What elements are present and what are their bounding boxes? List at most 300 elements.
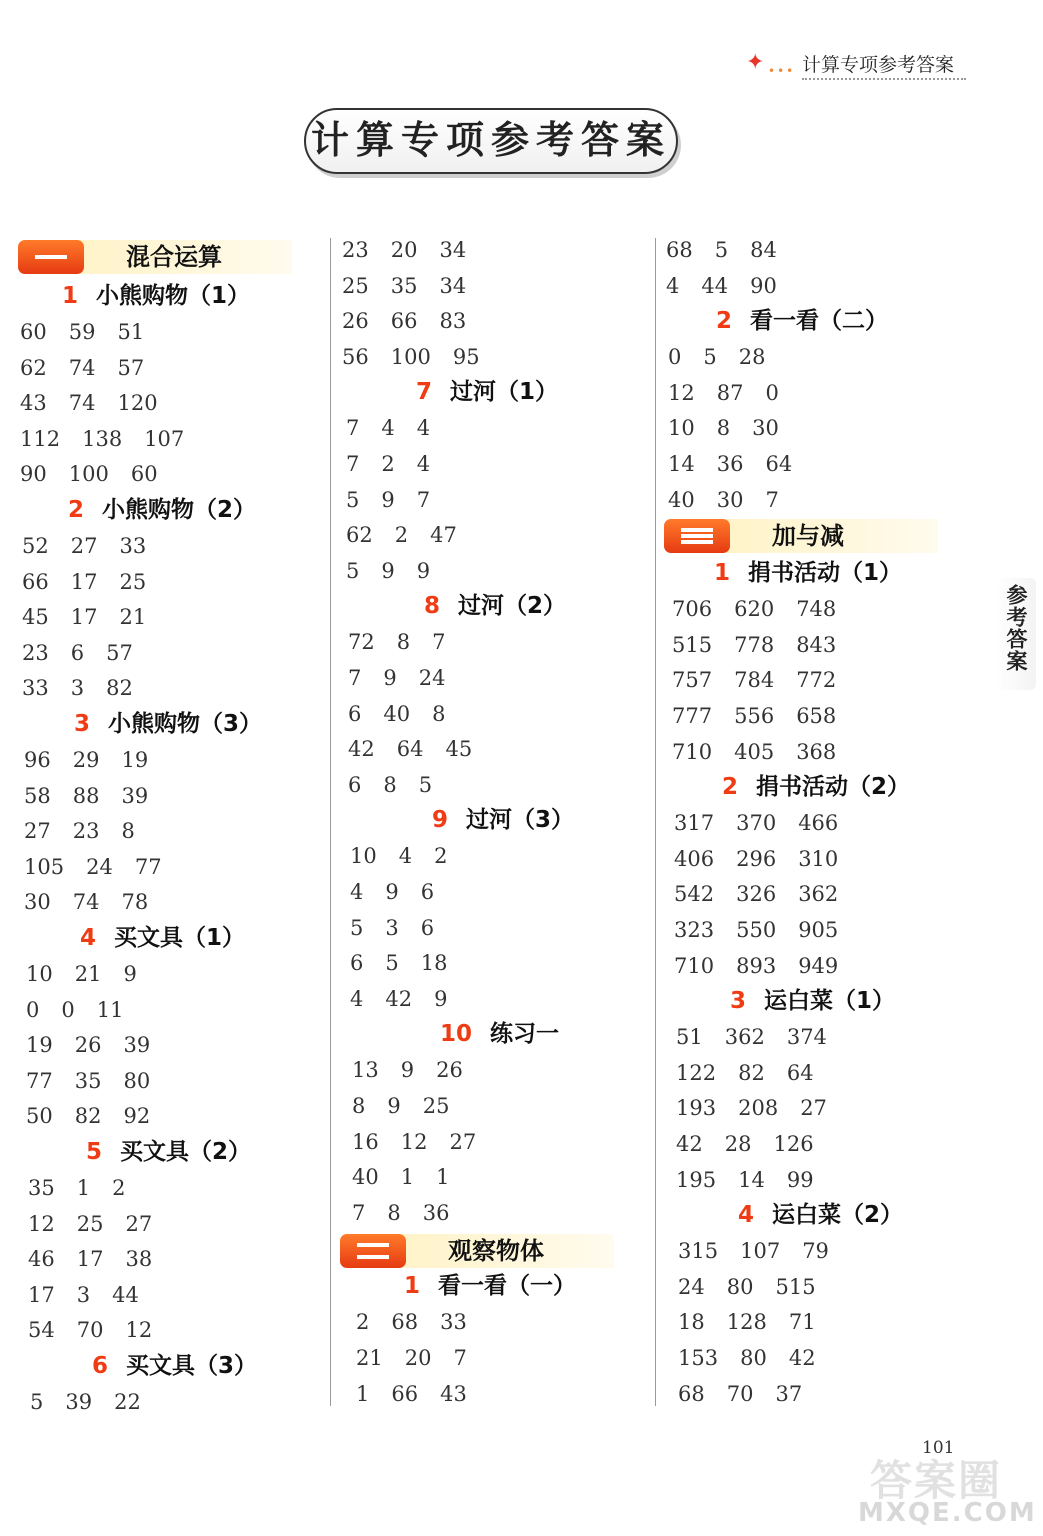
answer-row [18, 385, 180, 421]
answer-value: 10 [26, 962, 53, 986]
answer-value: 10 [350, 844, 377, 869]
answer-row [340, 1376, 489, 1412]
answer-value: 25 [422, 1094, 450, 1118]
answer-value: 6 [420, 915, 435, 940]
section-title: 捐书活动（2） [756, 774, 911, 801]
answer-value: 33 [440, 1310, 467, 1335]
answer-row [18, 314, 166, 350]
answer-row [18, 1063, 172, 1099]
answer-row [664, 912, 860, 948]
answer-value: 39 [65, 1390, 93, 1414]
answer-row [664, 1269, 838, 1305]
answer-row [18, 884, 170, 920]
answer-value: 21 [119, 605, 147, 630]
answer-value: 7 [352, 1200, 366, 1225]
answer-row [18, 635, 155, 671]
answer-value: 66 [22, 569, 49, 594]
answer-row [340, 838, 469, 874]
answer-value: 21 [74, 962, 102, 986]
header-tag-text: 计算专项参考答案 [802, 54, 955, 76]
answer-value: 7 [346, 416, 360, 441]
answer-value: 80 [123, 1068, 151, 1093]
answer-value: 905 [798, 918, 839, 942]
answer-value: 5 [703, 345, 717, 370]
answer-value: 4 [666, 273, 680, 298]
answer-value: 47 [430, 523, 457, 548]
answer-value: 43 [440, 1381, 467, 1406]
answer-value: 772 [796, 668, 837, 693]
answer-row [18, 778, 170, 814]
answer-value: 710 [672, 739, 713, 764]
answer-value: 90 [750, 273, 777, 298]
answer-value: 5 [714, 238, 729, 262]
unit-number-badge [18, 240, 84, 274]
answer-row [664, 1090, 849, 1126]
answer-value: 14 [738, 1167, 765, 1192]
answer-value: 112 [20, 426, 61, 451]
answer-value: 368 [796, 739, 837, 764]
answer-value: 515 [775, 1274, 816, 1299]
answer-value: 26 [436, 1058, 463, 1083]
answer-value: 29 [72, 748, 100, 772]
answer-row [664, 627, 858, 663]
answer-value: 12 [668, 380, 695, 405]
section-heading [18, 1134, 251, 1170]
answer-value: 126 [773, 1132, 814, 1156]
answer-value: 4 [398, 844, 413, 869]
answer-value: 3 [76, 1282, 91, 1307]
answer-value: 17 [76, 1247, 104, 1272]
answer-value: 74 [72, 890, 100, 915]
answer-value: 8 [716, 416, 731, 441]
section-number: 10 [440, 1021, 473, 1048]
section-heading [340, 1016, 559, 1052]
answer-value: 777 [672, 704, 713, 728]
section-heading [664, 1197, 903, 1233]
answer-row [664, 591, 858, 627]
answer-value: 2 [394, 523, 409, 548]
answer-value: 9 [123, 962, 137, 986]
answer-value: 9 [381, 487, 395, 512]
answer-value: 5 [385, 951, 399, 976]
answer-value: 466 [798, 811, 839, 836]
answer-row [340, 517, 479, 553]
answer-value: 68 [391, 1310, 419, 1335]
answer-value: 25 [119, 569, 147, 594]
answer-value: 195 [676, 1167, 717, 1192]
answer-row [18, 670, 155, 706]
answer-row [664, 841, 860, 877]
answer-value: 12 [125, 1318, 153, 1343]
answer-value: 14 [668, 452, 695, 476]
answer-value: 12 [400, 1129, 428, 1154]
answer-row [664, 1304, 838, 1340]
section-heading [18, 492, 256, 528]
answer-value: 58 [24, 783, 51, 808]
section-number: 5 [86, 1139, 103, 1165]
answer-value: 54 [28, 1318, 55, 1343]
answer-value: 620 [734, 597, 775, 622]
answer-value: 23 [22, 640, 49, 665]
answer-value: 107 [144, 426, 185, 451]
answer-value: 70 [76, 1318, 104, 1343]
dots-decoration: ••• [768, 64, 796, 78]
answer-row [18, 1241, 174, 1277]
answer-value: 5 [418, 772, 433, 797]
section-heading [18, 1348, 257, 1384]
answer-value: 706 [672, 597, 713, 622]
answer-value: 34 [439, 273, 467, 298]
answer-value: 30 [716, 487, 744, 512]
answer-row [664, 410, 801, 446]
answer-value: 9 [381, 558, 395, 583]
unit-title: 加与减 [726, 519, 938, 553]
answer-value: 11 [96, 997, 124, 1022]
section-number: 2 [722, 774, 739, 801]
answer-row [340, 1195, 471, 1231]
answer-value: 43 [20, 391, 47, 416]
answer-value: 18 [678, 1310, 705, 1335]
column-divider [330, 238, 331, 1406]
answer-value: 26 [342, 309, 369, 334]
section-title: 买文具（1） [114, 925, 246, 951]
answer-column-2 [340, 230, 650, 1410]
answer-value: 1 [436, 1165, 450, 1190]
answer-value: 362 [798, 882, 839, 907]
answer-value: 33 [119, 534, 147, 558]
answer-value: 21 [356, 1346, 383, 1370]
watermark-logo [850, 1448, 1040, 1532]
answer-value: 78 [121, 890, 149, 915]
answer-value: 74 [68, 391, 96, 416]
answer-value: 2 [434, 844, 448, 869]
answer-value: 8 [396, 630, 411, 655]
answer-value: 6 [348, 701, 362, 726]
section-title: 小熊购物（1） [96, 283, 251, 309]
answer-value: 20 [404, 1346, 432, 1370]
answer-value: 6 [348, 772, 362, 797]
answer-row [664, 876, 860, 912]
answer-row [340, 1304, 489, 1340]
section-title: 看一看（一） [438, 1273, 577, 1300]
answer-value: 36 [716, 452, 744, 476]
section-number: 6 [92, 1353, 109, 1379]
answer-value: 39 [123, 1033, 151, 1058]
section-heading [664, 769, 910, 805]
answer-value: 8 [352, 1094, 366, 1118]
answer-value: 315 [678, 1239, 719, 1264]
answer-value: 74 [68, 355, 96, 380]
answer-row [18, 599, 168, 635]
answer-value: 57 [117, 355, 145, 380]
answer-value: 193 [676, 1096, 717, 1121]
section-title: 看一看（二） [750, 308, 889, 335]
section-number: 1 [62, 283, 79, 309]
section-heading [340, 588, 566, 624]
section-number: 2 [716, 308, 733, 335]
unit-number-badge [340, 1234, 406, 1268]
answer-value: 153 [678, 1346, 719, 1370]
answer-value: 35 [28, 1176, 55, 1200]
answer-value: 0 [61, 997, 75, 1022]
answer-value: 4 [381, 416, 395, 441]
answer-value: 79 [802, 1239, 829, 1264]
section-heading [18, 920, 245, 956]
answer-row [664, 948, 860, 984]
answer-value: 7 [432, 630, 446, 655]
answer-row [340, 731, 494, 767]
answer-row [664, 1376, 824, 1412]
section-number: 1 [714, 560, 731, 587]
answer-value: 20 [390, 238, 418, 262]
section-heading [18, 278, 250, 314]
section-title: 运白菜（2） [772, 1202, 904, 1229]
answer-value: 17 [28, 1282, 55, 1307]
answer-column-1 [18, 230, 318, 1414]
answer-value: 23 [72, 819, 100, 844]
unit-heading [18, 240, 300, 278]
answer-row [340, 660, 467, 696]
answer-value: 99 [786, 1167, 814, 1192]
answer-row [340, 339, 502, 375]
header-dotted-rule [802, 78, 966, 80]
answer-value: 27 [70, 534, 98, 558]
page-title: 计算专项参考答案 [304, 108, 678, 174]
answer-value: 9 [434, 986, 448, 1011]
section-title: 过河（3） [466, 807, 575, 834]
answer-value: 2 [112, 1176, 126, 1200]
answer-value: 9 [385, 880, 399, 904]
answer-value: 6 [70, 640, 85, 665]
answer-row [18, 992, 145, 1028]
answer-value: 62 [346, 523, 373, 548]
answer-value: 82 [738, 1060, 765, 1085]
answer-value: 4 [350, 986, 364, 1011]
section-title: 捐书活动（1） [748, 560, 903, 587]
answer-value: 71 [788, 1310, 816, 1335]
answer-value: 13 [352, 1058, 379, 1083]
answer-value: 84 [750, 238, 777, 262]
answer-value: 658 [796, 704, 837, 728]
answer-value: 64 [786, 1060, 814, 1085]
answer-row [340, 410, 452, 446]
answer-value: 4 [416, 416, 431, 441]
section-heading [340, 374, 558, 410]
answer-row [18, 1170, 147, 1206]
answer-value: 82 [74, 1104, 102, 1129]
answer-row [18, 1206, 174, 1242]
answer-row [340, 696, 467, 732]
answer-value: 27 [24, 819, 51, 844]
answer-value: 39 [121, 783, 149, 808]
answer-value: 95 [452, 344, 480, 369]
answer-row [664, 446, 814, 482]
answer-value: 1 [400, 1165, 415, 1190]
unit-heading [664, 519, 946, 557]
answer-row [18, 528, 168, 564]
answer-value: 748 [796, 597, 837, 622]
answer-value: 80 [726, 1274, 754, 1299]
answer-value: 0 [668, 345, 682, 370]
answer-value: 80 [740, 1346, 767, 1370]
answer-value: 7 [348, 666, 362, 690]
answer-value: 38 [125, 1247, 153, 1272]
answer-value: 51 [676, 1025, 703, 1050]
answer-value: 18 [420, 951, 448, 976]
answer-row [18, 350, 166, 386]
section-title: 过河（2） [458, 593, 567, 620]
answer-row [340, 1159, 471, 1195]
answer-row [340, 624, 467, 660]
page-number: 101 [922, 1438, 955, 1458]
answer-value: 25 [342, 273, 369, 298]
section-heading [340, 1268, 576, 1304]
answer-row [340, 446, 452, 482]
answer-value: 326 [736, 882, 777, 907]
answer-value: 87 [716, 380, 744, 405]
answer-value: 24 [678, 1274, 705, 1299]
section-number: 4 [80, 925, 97, 951]
section-heading [664, 983, 895, 1019]
answer-value: 23 [342, 238, 369, 262]
answer-value: 208 [738, 1096, 779, 1121]
answer-value: 19 [121, 748, 149, 772]
answer-value: 30 [752, 416, 779, 441]
answer-value: 64 [396, 737, 424, 762]
answer-value: 6 [350, 951, 364, 976]
answer-value: 68 [678, 1381, 705, 1406]
answer-value: 46 [28, 1247, 55, 1272]
answer-row [664, 805, 860, 841]
answer-value: 4 [416, 452, 431, 476]
watermark-url: MXQE.COM [858, 1498, 1037, 1528]
answer-value: 5 [350, 915, 364, 940]
answer-value: 784 [734, 668, 775, 693]
answer-value: 9 [416, 558, 431, 583]
answer-value: 77 [26, 1068, 53, 1093]
answer-value: 8 [121, 819, 135, 844]
answer-row [340, 945, 469, 981]
answer-row [18, 564, 168, 600]
answer-value: 37 [775, 1381, 803, 1406]
unit-title: 观察物体 [402, 1234, 614, 1268]
answer-value: 40 [383, 701, 411, 726]
answer-value: 7 [346, 452, 360, 476]
answer-row [18, 849, 184, 885]
answer-row [340, 1124, 498, 1160]
answer-value: 62 [20, 355, 47, 380]
answer-value: 6 [420, 880, 435, 904]
answer-value: 0 [765, 380, 779, 405]
answer-value: 107 [740, 1239, 781, 1264]
answer-value: 50 [26, 1104, 53, 1129]
answer-value: 56 [342, 344, 369, 369]
answer-row [340, 910, 456, 946]
answer-value: 22 [114, 1390, 141, 1414]
answer-value: 778 [734, 632, 775, 657]
answer-row [664, 698, 858, 734]
answer-value: 515 [672, 632, 713, 657]
answer-value: 52 [22, 534, 49, 558]
answer-value: 4 [350, 880, 364, 904]
answer-row [18, 1312, 174, 1348]
answer-value: 59 [68, 320, 96, 344]
answer-value: 843 [796, 632, 837, 657]
answer-value: 82 [106, 676, 133, 701]
answer-value: 120 [117, 391, 158, 416]
answer-value: 83 [439, 309, 467, 334]
unit-number-badge [664, 519, 730, 553]
answer-value: 757 [672, 668, 713, 693]
section-title: 运白菜（1） [764, 988, 896, 1015]
unit-heading [340, 1234, 622, 1272]
answer-value: 88 [72, 783, 100, 808]
answer-value: 317 [674, 811, 715, 836]
section-number: 3 [730, 988, 747, 1015]
section-title: 练习一 [490, 1021, 560, 1048]
answer-value: 25 [76, 1211, 104, 1236]
unit-title: 混合运算 [80, 240, 292, 274]
answer-value: 92 [123, 1104, 151, 1129]
answer-value: 3 [385, 915, 399, 940]
answer-value: 12 [28, 1211, 55, 1236]
answer-value: 96 [24, 748, 51, 772]
answer-value: 7 [416, 487, 431, 512]
answer-row [18, 742, 170, 778]
answer-value: 362 [724, 1025, 765, 1050]
answer-row [664, 1233, 851, 1269]
answer-row [664, 375, 801, 411]
section-title: 买文具（2） [120, 1139, 252, 1165]
answer-value: 138 [82, 426, 123, 451]
answer-value: 8 [387, 1200, 401, 1225]
answer-value: 16 [352, 1129, 379, 1154]
answer-value: 40 [352, 1165, 379, 1190]
section-title: 小熊购物（2） [102, 497, 257, 523]
answer-value: 710 [674, 953, 715, 978]
answer-column-3 [664, 230, 964, 1410]
answer-row [664, 232, 799, 268]
answer-value: 44 [112, 1282, 139, 1307]
section-title: 买文具（3） [126, 1353, 258, 1379]
answer-value: 296 [736, 846, 777, 871]
section-number: 1 [404, 1273, 421, 1300]
answer-row [340, 303, 488, 339]
answer-value: 556 [734, 704, 775, 728]
answer-value: 128 [726, 1310, 767, 1335]
answer-value: 28 [738, 345, 766, 370]
answer-row [18, 456, 180, 492]
answer-value: 17 [70, 605, 98, 630]
answer-row [340, 1052, 485, 1088]
answer-value: 406 [674, 846, 715, 871]
answer-value: 100 [390, 344, 431, 369]
answer-row [340, 1340, 489, 1376]
answer-value: 27 [800, 1096, 827, 1121]
answer-row [18, 421, 206, 457]
answer-value: 100 [68, 462, 109, 487]
answer-row [340, 482, 452, 518]
answer-value: 19 [26, 1033, 53, 1058]
section-number: 7 [416, 379, 433, 406]
answer-value: 42 [676, 1132, 703, 1156]
answer-value: 17 [70, 569, 98, 594]
answer-value: 44 [701, 273, 729, 298]
answer-value: 27 [449, 1129, 477, 1154]
answer-value: 1 [356, 1381, 370, 1406]
answer-row [340, 874, 456, 910]
answer-value: 9 [387, 1094, 401, 1118]
